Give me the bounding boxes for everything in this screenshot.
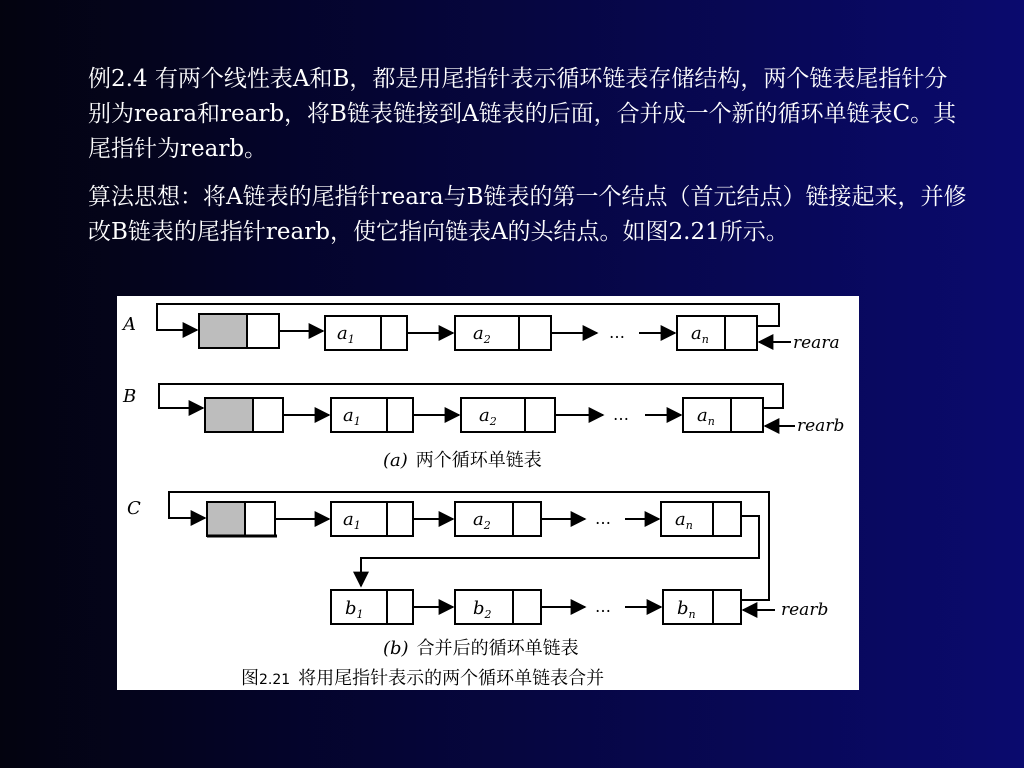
list-a-head-node [199,314,247,348]
svg-text:a2: $a_2$ [473,323,491,346]
list-c-ellipsis: … [595,509,611,528]
svg-text:a2: $a_2$ [479,405,497,428]
list-b-head-node [205,398,253,432]
list-b-ellipsis: … [613,405,629,424]
svg-text:an: $a_n$ [675,509,693,532]
svg-text:an: $a_n$ [691,323,709,346]
algorithm-paragraph: 算法思想：将A链表的尾指针reara与B链表的第一个结点（首元结点）链接起来，并修改B链表的尾指针rearb，使它指向链表A的头结点。如图2.21所示。 [88,184,967,245]
example-paragraph: 例2.4 有两个线性表A和B，都是用尾指针表示循环链表存储结构，两个链表尾指针分别为reara和rearb，将B链表链接到A链表的后面，合并成一个新的循环单链表C。其尾指针为rearb。 [88,66,957,162]
svg-text:a2: $a_2$ [473,509,491,532]
list-c-ellipsis-2: … [595,597,611,616]
linked-list-figure [117,296,859,690]
list-a-label: A [123,314,136,335]
svg-text:a1: $a_1$ [343,405,361,428]
list-c-head-node [207,502,245,536]
caption-b: (b) 合并后的循环单链表 [383,638,579,659]
list-b [122,384,844,436]
list-a-tail-pointer: reara [793,333,840,353]
svg-text:bn: $b_n$ [677,598,696,621]
list-a [121,304,840,353]
list-b-label: B [123,386,137,407]
figure-title: 图2.21 将用尾指针表示的两个循环单链表合并 [241,668,605,689]
svg-text:a1: $a_1$ [343,509,361,532]
list-c [127,492,828,624]
list-c-label: C [127,498,141,519]
list-b-tail-pointer: rearb [797,416,845,436]
svg-text:an: $a_n$ [697,405,715,428]
list-a-ellipsis: … [609,323,625,342]
svg-text:b2: $b_2$ [473,598,492,621]
list-c-tail-pointer: rearb [781,600,829,620]
svg-text:b1: $b_1$ [345,598,364,621]
svg-text:a1: $a_1$ [337,323,355,346]
caption-a: (a) 两个循环单链表 [383,450,542,471]
